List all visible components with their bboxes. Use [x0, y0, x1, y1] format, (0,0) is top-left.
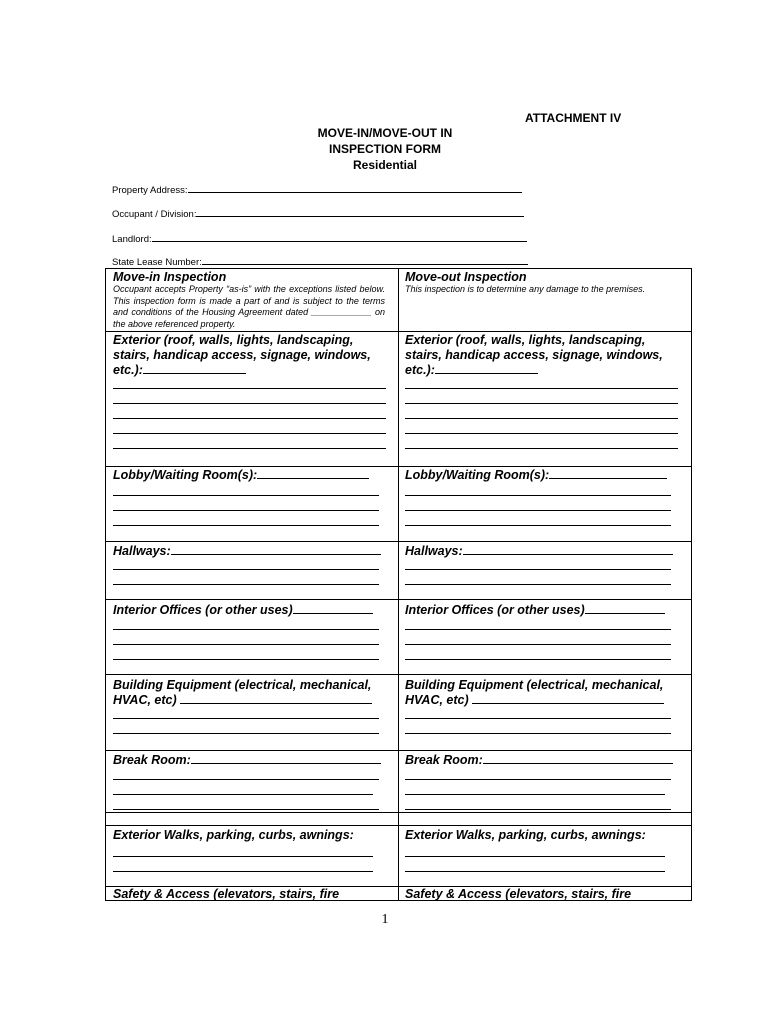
- row-divider: [106, 331, 691, 332]
- answer-line[interactable]: [113, 733, 379, 734]
- answer-line[interactable]: [113, 525, 379, 526]
- lobby-label-in[interactable]: Lobby/Waiting Room(s):: [113, 468, 385, 483]
- answer-line[interactable]: [113, 794, 373, 795]
- safety-label-in[interactable]: Safety & Access (elevators, stairs, fire: [113, 887, 340, 901]
- answer-line[interactable]: [113, 809, 379, 810]
- answer-line[interactable]: [113, 584, 379, 585]
- walks-label-out[interactable]: Exterior Walks, parking, curbs, awnings:: [405, 828, 646, 842]
- equipment-label-out[interactable]: Building Equipment (electrical, mechanical, HVAC, etc): [405, 678, 664, 707]
- answer-line[interactable]: [405, 809, 671, 810]
- answer-line[interactable]: [405, 388, 678, 389]
- answer-line[interactable]: [405, 525, 671, 526]
- answer-line[interactable]: [113, 403, 386, 404]
- answer-line[interactable]: [113, 644, 379, 645]
- lease-number-line: [202, 256, 528, 265]
- answer-line[interactable]: [113, 388, 386, 389]
- answer-line[interactable]: [113, 433, 386, 434]
- page-number: 1: [381, 912, 389, 927]
- answer-line[interactable]: [113, 659, 379, 660]
- break-room-label-in[interactable]: Break Room:: [113, 753, 385, 768]
- answer-line[interactable]: [405, 495, 671, 496]
- hallways-label-out[interactable]: Hallways:: [405, 544, 677, 559]
- answer-line[interactable]: [113, 718, 379, 719]
- answer-line[interactable]: [113, 629, 379, 630]
- answer-line[interactable]: [405, 433, 678, 434]
- lease-number-label: State Lease Number:: [112, 257, 202, 268]
- landlord-line: [152, 233, 527, 242]
- offices-label-in[interactable]: Interior Offices (or other uses): [113, 603, 385, 618]
- form-title-line2: INSPECTION FORM: [328, 142, 441, 156]
- answer-line[interactable]: [405, 659, 671, 660]
- answer-line[interactable]: [113, 779, 379, 780]
- answer-line[interactable]: [405, 418, 678, 419]
- move-out-note: This inspection is to determine any damage to the premises.: [405, 284, 646, 294]
- answer-line[interactable]: [113, 448, 386, 449]
- answer-line[interactable]: [113, 418, 386, 419]
- answer-line[interactable]: [113, 569, 379, 570]
- column-divider: [398, 269, 399, 900]
- exterior-label-in[interactable]: Exterior (roof, walls, lights, landscaping, stairs, handicap access, signage, windows, etc.):: [113, 333, 371, 377]
- row-divider: [106, 750, 691, 751]
- occupant-field[interactable]: [112, 208, 524, 220]
- answer-line[interactable]: [405, 448, 678, 449]
- answer-line[interactable]: [405, 871, 665, 872]
- property-address-field[interactable]: [112, 184, 522, 196]
- form-title-line1: MOVE-IN/MOVE-OUT IN: [317, 126, 453, 140]
- landlord-field[interactable]: [112, 233, 527, 245]
- lobby-label-out[interactable]: Lobby/Waiting Room(s):: [405, 468, 677, 483]
- equipment-label-in[interactable]: Building Equipment (electrical, mechanical, HVAC, etc): [113, 678, 372, 707]
- occupant-label: Occupant / Division:: [112, 209, 197, 220]
- answer-line[interactable]: [405, 629, 671, 630]
- occupant-line: [196, 208, 524, 217]
- answer-line[interactable]: [405, 733, 671, 734]
- landlord-label: Landlord:: [112, 234, 152, 245]
- answer-line[interactable]: [405, 779, 671, 780]
- answer-line[interactable]: [405, 510, 671, 511]
- answer-line[interactable]: [405, 794, 665, 795]
- attachment-label: ATTACHMENT IV: [525, 111, 622, 125]
- lease-number-field[interactable]: [112, 256, 528, 268]
- property-address-line: [188, 184, 522, 193]
- row-divider: [106, 674, 691, 675]
- answer-line[interactable]: [405, 644, 671, 645]
- row-divider: [106, 466, 691, 467]
- exterior-label-out[interactable]: Exterior (roof, walls, lights, landscaping, stairs, handicap access, signage, windows, etc.):: [405, 333, 663, 377]
- row-divider: [106, 599, 691, 600]
- row-divider: [106, 825, 691, 826]
- answer-line[interactable]: [405, 856, 665, 857]
- move-in-note: Occupant accepts Property “as-is” with the exceptions listed below. This inspection form is made a part of and is subject to the terms and conditions of the Housing Agreement dated ____________ on the above referenced property.: [113, 284, 385, 329]
- form-title-line3: Residential: [352, 158, 418, 172]
- answer-line[interactable]: [113, 856, 373, 857]
- answer-line[interactable]: [405, 403, 678, 404]
- inspection-table: [105, 268, 692, 901]
- answer-line[interactable]: [113, 871, 373, 872]
- break-room-label-out[interactable]: Break Room:: [405, 753, 677, 768]
- answer-line[interactable]: [405, 718, 671, 719]
- property-address-label: Property Address:: [112, 185, 188, 196]
- offices-label-out[interactable]: Interior Offices (or other uses): [405, 603, 677, 618]
- answer-line[interactable]: [405, 584, 671, 585]
- answer-line[interactable]: [113, 510, 379, 511]
- answer-line[interactable]: [405, 569, 671, 570]
- hallways-label-in[interactable]: Hallways:: [113, 544, 385, 559]
- walks-label-in[interactable]: Exterior Walks, parking, curbs, awnings:: [113, 828, 354, 842]
- move-in-header: Move-in Inspection: [113, 270, 227, 284]
- move-out-header: Move-out Inspection: [405, 270, 527, 284]
- answer-line[interactable]: [113, 495, 379, 496]
- row-divider: [106, 812, 691, 813]
- safety-label-out[interactable]: Safety & Access (elevators, stairs, fire: [405, 887, 632, 901]
- row-divider: [106, 541, 691, 542]
